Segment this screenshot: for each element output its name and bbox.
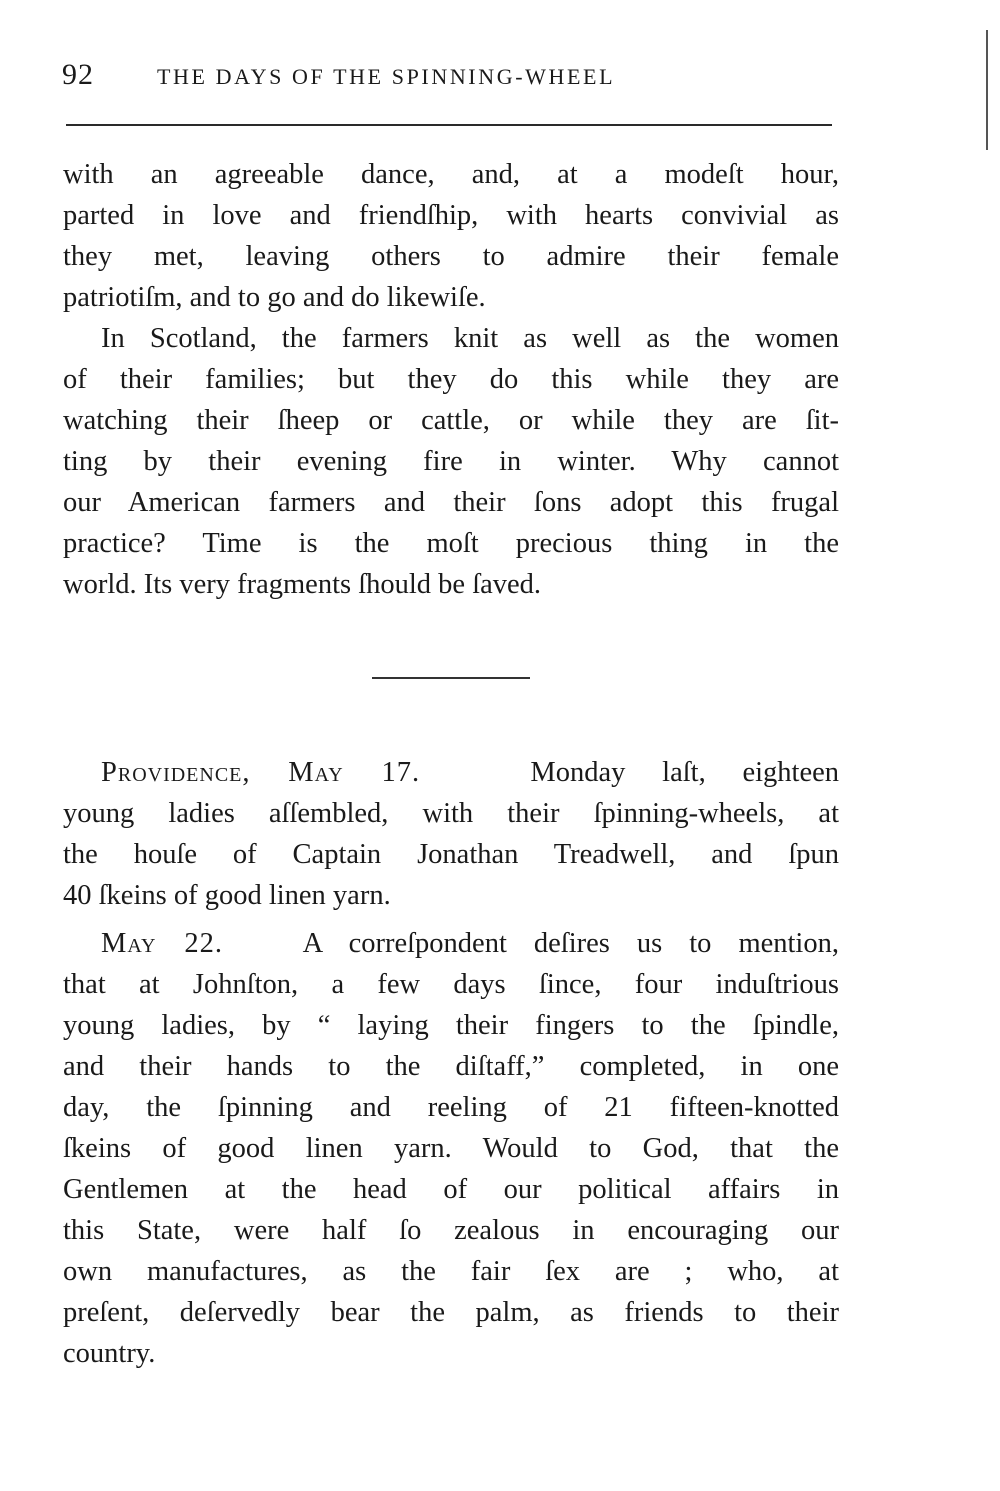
text-line: with an agreeable dance, and, at a modeſt hour, [63,159,839,190]
text-line: our American farmers and their ſons adopt this frugal [63,487,839,518]
text-line: world. Its very fragments ſhould be ſaved. [63,569,542,600]
dateline: May 22. [101,928,224,959]
text-line: own manufactures, as the fair ſex are ; who, at [63,1256,839,1287]
paragraph-block-2 [63,752,839,916]
text-line: young ladies, by “ laying their fingers to the ſpindle, [63,1010,839,1041]
text-line: Gentlemen at the head of our political affairs in [63,1174,839,1205]
text-line: that at Johnſton, a few days ſince, four induſtrious [63,969,839,1000]
text-line-rest: Monday laſt, eighteen [530,757,840,788]
text-line: watching their ſheep or cattle, or while they are ſit- [63,405,839,436]
text-line: young ladies aſſembled, with their ſpinning-wheels, at [63,798,839,829]
section-divider [372,677,530,679]
text-line: they met, leaving others to admire their female [63,241,839,272]
text-line: preſent, deſervedly bear the palm, as friends to their [63,1297,839,1328]
text-line: ting by their evening fire in winter. Why cannot [63,446,839,477]
text-line: practice? Time is the moſt precious thing in the [63,528,839,559]
page-number: 92 [62,58,94,91]
header-rule [66,124,832,126]
text-line: and their hands to the diſtaff,” completed, in one [63,1051,839,1082]
running-head [62,58,842,102]
paragraph-block-3 [63,923,839,1374]
text-line: parted in love and friendſhip, with hearts convivial as [63,200,839,231]
text-line: the houſe of Captain Jonathan Treadwell, and ſpun [63,839,839,870]
text-line [63,752,839,793]
text-line: this State, were half ſo zealous in encouraging our [63,1215,839,1246]
text-line: day, the ſpinning and reeling of 21 fifteen-knotted [63,1092,839,1123]
text-line: patriotiſm, and to go and do likewiſe. [63,282,486,313]
paragraph-block-1 [63,154,839,605]
text-line: 40 ſkeins of good linen yarn. [63,880,391,911]
text-line: country. [63,1338,156,1369]
running-title: THE DAYS OF THE SPINNING-WHEEL [157,64,616,89]
dateline: Providence, May 17. [101,757,421,788]
text-line: of their families; but they do this while they are [63,364,839,395]
text-line-rest: A correſpondent deſires us to mention, [302,928,839,959]
text-line: In Scotland, the farmers knit as well as the women [101,323,839,354]
text-line: ſkeins of good linen yarn. Would to God, that the [63,1133,839,1164]
text-line [63,923,839,964]
page-edge-mark [986,30,988,150]
